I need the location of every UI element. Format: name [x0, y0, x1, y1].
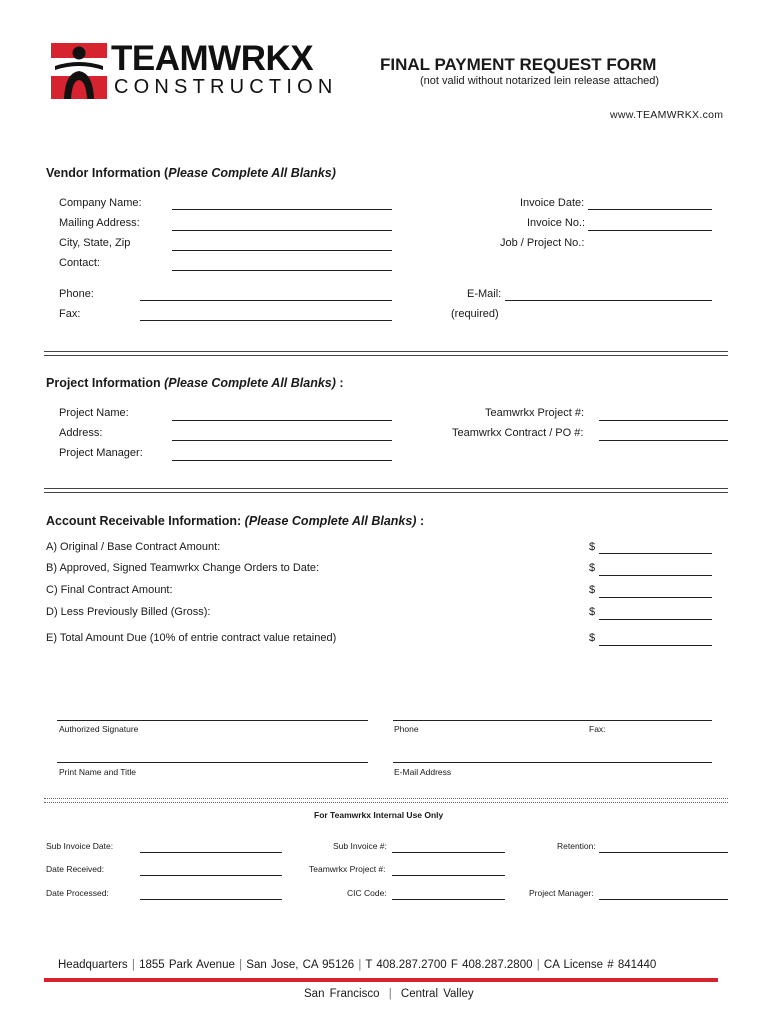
internal-pm-label: Project Manager:: [529, 888, 594, 898]
teamwrkx-contract-field[interactable]: [599, 440, 728, 441]
print-name-field[interactable]: [57, 762, 368, 763]
signer-phone-field[interactable]: [393, 720, 712, 721]
dollar-sign: $: [589, 562, 596, 574]
teamwrkx-project-field[interactable]: [599, 420, 728, 421]
account-heading: Account Receivable Information: (Please Complete All Blanks) :: [46, 514, 425, 528]
footer-fax: F 408.287.2800: [450, 959, 533, 971]
office-central-valley: Central Valley: [400, 988, 474, 1000]
dollar-sign: $: [589, 632, 596, 644]
teamwrkx-contract-label: Teamwrkx Contract / PO #:: [452, 427, 584, 439]
amount-field[interactable]: [599, 597, 712, 598]
project-name-field[interactable]: [172, 420, 392, 421]
retention-label: Retention:: [557, 841, 596, 851]
logo-wordmark: TEAMWRKX: [111, 39, 314, 78]
sub-invoice-no-field[interactable]: [392, 852, 505, 853]
footer-hq: Headquarters: [58, 959, 128, 971]
dollar-sign: $: [589, 584, 596, 596]
project-heading: Project Information (Please Complete All Blanks) :: [46, 376, 344, 390]
fax-label: Fax:: [59, 308, 81, 320]
company-name-field[interactable]: [172, 209, 392, 210]
cic-code-label: CIC Code:: [347, 888, 387, 898]
office-san-francisco: San Francisco: [304, 988, 380, 1000]
footer-city: San Jose, CA 95126: [246, 959, 355, 971]
footer-license: CA License # 841440: [543, 959, 657, 971]
project-manager-field[interactable]: [172, 460, 392, 461]
internal-project-label: Teamwrkx Project #:: [309, 864, 386, 874]
job-project-no-label: Job / Project No.:: [500, 237, 585, 249]
section-divider: [44, 798, 728, 803]
line-item-label: E) Total Amount Due (10% of entrie contract value retained): [46, 632, 337, 644]
form-title: FINAL PAYMENT REQUEST FORM: [380, 55, 657, 74]
invoice-date-field[interactable]: [588, 209, 712, 210]
section-divider: [44, 351, 728, 356]
email-field[interactable]: [505, 300, 712, 301]
invoice-date-label: Invoice Date:: [520, 197, 585, 209]
mailing-address-label: Mailing Address:: [59, 217, 140, 229]
phone-field[interactable]: [140, 300, 392, 301]
mailing-address-field[interactable]: [172, 230, 392, 231]
footer-address: Headquarters | 1855 Park Avenue | San Jose, CA 95126 | T 408.287.2700 F 408.287.2800 | CA License # 841440: [58, 959, 657, 971]
contact-label: Contact:: [59, 257, 100, 269]
project-address-field[interactable]: [172, 440, 392, 441]
project-name-label: Project Name:: [59, 407, 129, 419]
amount-field[interactable]: [599, 645, 712, 646]
contact-field[interactable]: [172, 270, 392, 271]
invoice-no-field[interactable]: [588, 230, 712, 231]
signature-field[interactable]: [57, 720, 368, 721]
vendor-heading: Vendor Information (Please Complete All Blanks): [46, 166, 336, 180]
line-item-label: A) Original / Base Contract Amount:: [46, 541, 221, 553]
date-received-label: Date Received:: [46, 864, 105, 874]
signer-email-label: E-Mail Address: [394, 767, 452, 777]
dollar-sign: $: [589, 541, 596, 553]
signer-fax-label: Fax:: [589, 724, 606, 734]
amount-field[interactable]: [599, 575, 712, 576]
footer-red-bar: [44, 978, 718, 982]
internal-heading: For Teamwrkx Internal Use Only: [314, 810, 444, 820]
line-item-label: D) Less Previously Billed (Gross):: [46, 606, 211, 618]
phone-label: Phone:: [59, 288, 94, 300]
logo-mark-icon: [51, 43, 107, 99]
internal-project-field[interactable]: [392, 875, 505, 876]
signature-label: Authorized Signature: [59, 724, 139, 734]
logo-subtitle: CONSTRUCTION: [114, 76, 338, 98]
footer-phone: T 408.287.2700: [365, 959, 447, 971]
cic-code-field[interactable]: [392, 899, 505, 900]
signer-email-field[interactable]: [393, 762, 712, 763]
city-state-zip-label: City, State, Zip: [59, 237, 131, 249]
fax-field[interactable]: [140, 320, 392, 321]
amount-field[interactable]: [599, 553, 712, 554]
amount-field[interactable]: [599, 619, 712, 620]
retention-field[interactable]: [599, 852, 728, 853]
print-name-label: Print Name and Title: [59, 767, 137, 777]
city-state-zip-field[interactable]: [172, 250, 392, 251]
logo: [51, 39, 338, 99]
project-manager-label: Project Manager:: [59, 447, 143, 459]
footer-street: 1855 Park Avenue: [139, 959, 235, 971]
form-subtitle: (not valid without notarized lein release attached): [420, 75, 660, 87]
project-address-label: Address:: [59, 427, 103, 439]
invoice-no-label: Invoice No.:: [527, 217, 586, 229]
teamwrkx-project-label: Teamwrkx Project #:: [485, 407, 585, 419]
date-received-field[interactable]: [140, 875, 282, 876]
sub-invoice-date-field[interactable]: [140, 852, 282, 853]
internal-pm-field[interactable]: [599, 899, 728, 900]
sub-invoice-date-label: Sub Invoice Date:: [46, 841, 114, 851]
date-processed-field[interactable]: [140, 899, 282, 900]
sub-invoice-no-label: Sub Invoice #:: [333, 841, 387, 851]
dollar-sign: $: [589, 606, 596, 618]
email-label: E-Mail:: [467, 288, 502, 300]
date-processed-label: Date Processed:: [46, 888, 109, 898]
footer-offices: San Francisco | Central Valley: [304, 988, 474, 1000]
email-required-note: (required): [451, 308, 499, 320]
signer-phone-label: Phone: [394, 724, 419, 734]
line-item-label: B) Approved, Signed Teamwrkx Change Orders to Date:: [46, 562, 320, 574]
website[interactable]: www.TEAMWRKX.com: [610, 109, 724, 121]
section-divider: [44, 488, 728, 493]
line-item-label: C) Final Contract Amount:: [46, 584, 173, 596]
company-name-label: Company Name:: [59, 197, 142, 209]
